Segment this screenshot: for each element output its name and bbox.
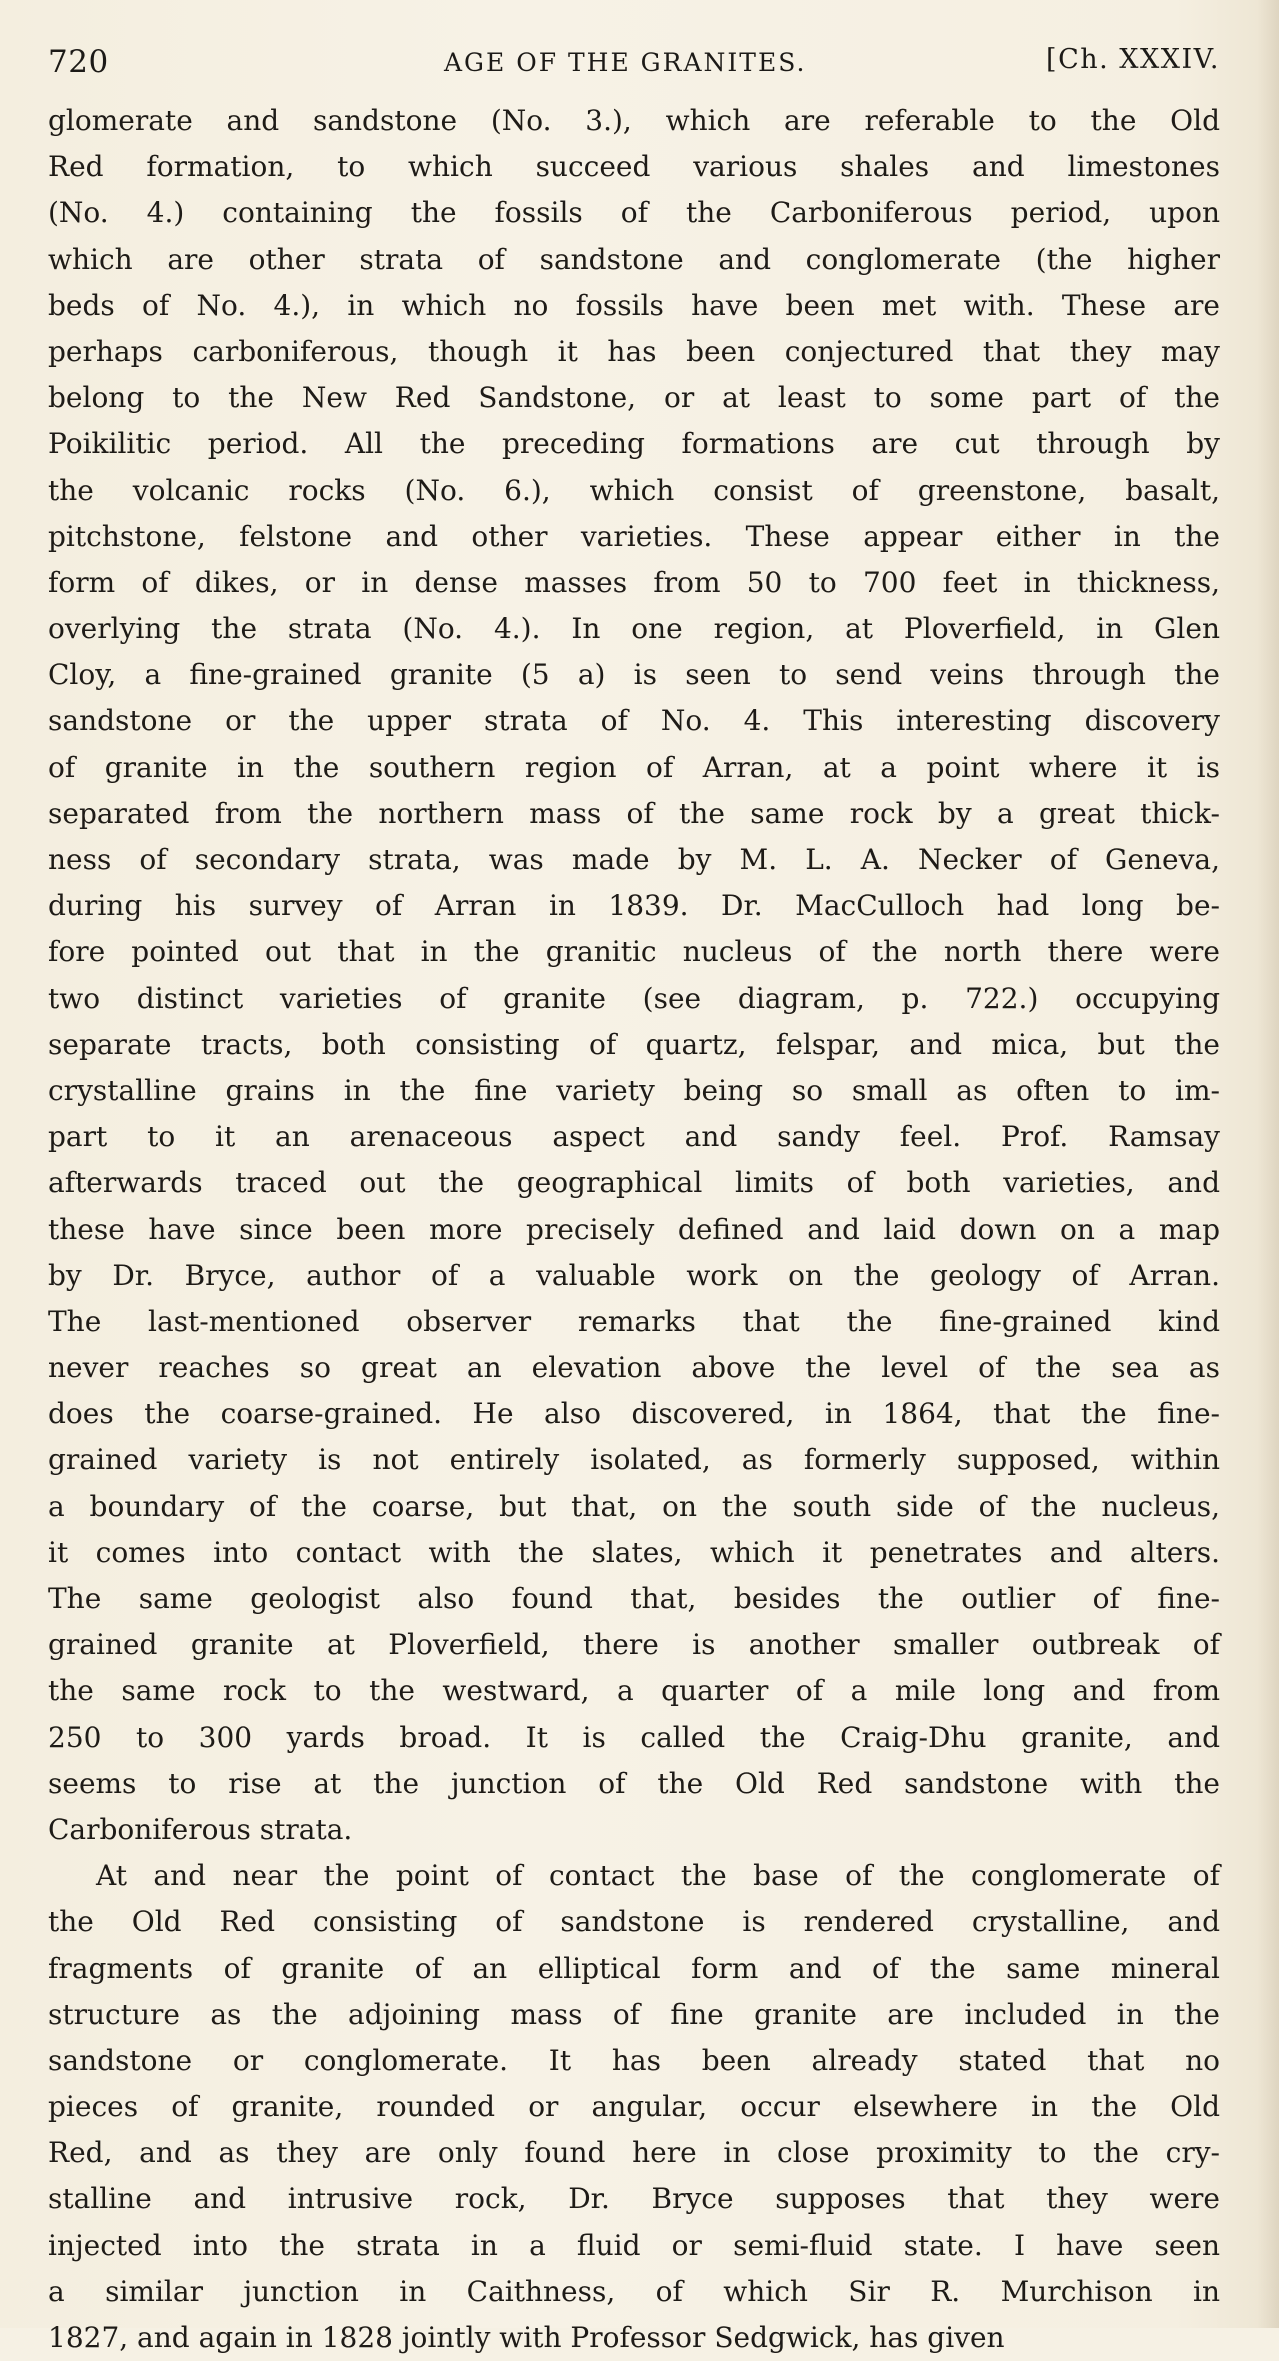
page-edge-shadow — [1257, 0, 1279, 2328]
page-number: 720 — [48, 44, 109, 80]
body-text — [48, 98, 1220, 2361]
text-line: beds of No. 4.), in which no fossils have been met with. These are — [48, 288, 1220, 322]
text-line: belong to the New Red Sandstone, or at least to some part of the — [48, 381, 1220, 415]
text-line: Poikilitic period. All the preceding formations are cut through by — [48, 427, 1220, 461]
text-line: Red formation, to which succeed various shales and limestones — [48, 150, 1220, 184]
text-line: pieces of granite, rounded or angular, occur elsewhere in the Old — [48, 2090, 1220, 2124]
text-line: separated from the northern mass of the same rock by a great thick- — [48, 796, 1220, 830]
text-line: 1827, and again in 1828 jointly with Professor Sedgwick, has given — [48, 2321, 1005, 2354]
text-line: sandstone or the upper strata of No. 4. This interesting discovery — [48, 704, 1220, 738]
text-line: sandstone or conglomerate. It has been already stated that no — [48, 2043, 1220, 2077]
text-line: a boundary of the coarse, but that, on the south side of the nucleus, — [48, 1489, 1220, 1523]
text-line: grained variety is not entirely isolated, as formerly supposed, within — [48, 1443, 1220, 1477]
text-line: fragments of granite of an elliptical form and of the same mineral — [48, 1951, 1220, 1985]
text-line: separate tracts, both consisting of quartz, felspar, and mica, but the — [48, 1027, 1220, 1061]
text-line: it comes into contact with the slates, which it penetrates and alters. — [48, 1535, 1220, 1569]
text-line: the volcanic rocks (No. 6.), which consist of greenstone, basalt, — [48, 473, 1220, 507]
text-line: The same geologist also found that, besides the outlier of fine- — [48, 1582, 1220, 1615]
text-line: At and near the point of contact the base of the conglomerate of — [96, 1859, 1220, 1893]
text-line: two distinct varieties of granite (see diagram, p. 722.) occupying — [48, 981, 1220, 1015]
text-line: overlying the strata (No. 4.). In one region, at Ploverfield, in Glen — [48, 612, 1220, 646]
text-line: glomerate and sandstone (No. 3.), which are referable to the Old — [48, 104, 1220, 137]
text-line: crystalline grains in the fine variety being so small as often to im- — [48, 1073, 1220, 1107]
text-line: form of dikes, or in dense masses from 50 to 700 feet in thickness, — [48, 565, 1220, 599]
text-line: seems to rise at the junction of the Old Red sandstone with the — [48, 1766, 1220, 1800]
text-line: Carboniferous strata. — [48, 1812, 353, 1846]
text-line: these have since been more precisely defined and laid down on a map — [48, 1212, 1220, 1246]
paragraph — [48, 98, 1220, 1853]
text-line: never reaches so great an elevation above the level of the sea as — [48, 1351, 1220, 1385]
text-line: which are other strata of sandstone and conglomerate (the higher — [48, 242, 1220, 276]
text-line: Red, and as they are only found here in close proximity to the cry- — [48, 2136, 1220, 2170]
text-line: does the coarse-grained. He also discovered, in 1864, that the fine- — [48, 1397, 1220, 1431]
text-line: The last-mentioned observer remarks that the fine-grained kind — [48, 1304, 1220, 1338]
text-line: grained granite at Ploverfield, there is another smaller outbreak of — [48, 1628, 1220, 1662]
text-line: by Dr. Bryce, author of a valuable work on the geology of Arran. — [48, 1258, 1220, 1292]
text-line: the same rock to the westward, a quarter of a mile long and from — [48, 1674, 1220, 1708]
text-line: Cloy, a fine-grained granite (5 a) is seen to send veins through the — [48, 658, 1220, 692]
text-line: a similar junction in Caithness, of which Sir R. Murchison in — [48, 2274, 1220, 2308]
text-line: the Old Red consisting of sandstone is rendered crystalline, and — [48, 1905, 1220, 1939]
chapter-reference: [Ch. XXXIV. — [1046, 44, 1220, 75]
text-line: stalline and intrusive rock, Dr. Bryce supposes that they were — [48, 2182, 1220, 2216]
text-line: of granite in the southern region of Arran, at a point where it is — [48, 750, 1220, 784]
running-header — [48, 44, 1220, 88]
text-line: during his survey of Arran in 1839. Dr. MacCulloch had long be- — [48, 889, 1220, 923]
paragraph — [48, 1853, 1220, 2361]
text-line: perhaps carboniferous, though it has been conjectured that they may — [48, 334, 1220, 368]
text-line: (No. 4.) containing the fossils of the Carboniferous period, upon — [48, 196, 1220, 230]
text-line: structure as the adjoining mass of fine granite are included in the — [48, 1997, 1220, 2031]
text-line: ness of secondary strata, was made by M. L. A. Necker of Geneva, — [48, 843, 1220, 876]
text-line: 250 to 300 yards broad. It is called the Craig-Dhu granite, and — [48, 1720, 1220, 1754]
text-line: part to it an arenaceous aspect and sandy feel. Prof. Ramsay — [48, 1120, 1220, 1154]
text-line: pitchstone, felstone and other varieties. These appear either in the — [48, 519, 1220, 553]
text-line: fore pointed out that in the granitic nucleus of the north there were — [48, 935, 1220, 969]
text-line: afterwards traced out the geographical limits of both varieties, and — [48, 1166, 1220, 1200]
text-line: injected into the strata in a fluid or semi-fluid state. I have seen — [48, 2228, 1220, 2262]
running-title: AGE OF THE GRANITES. — [444, 48, 807, 77]
